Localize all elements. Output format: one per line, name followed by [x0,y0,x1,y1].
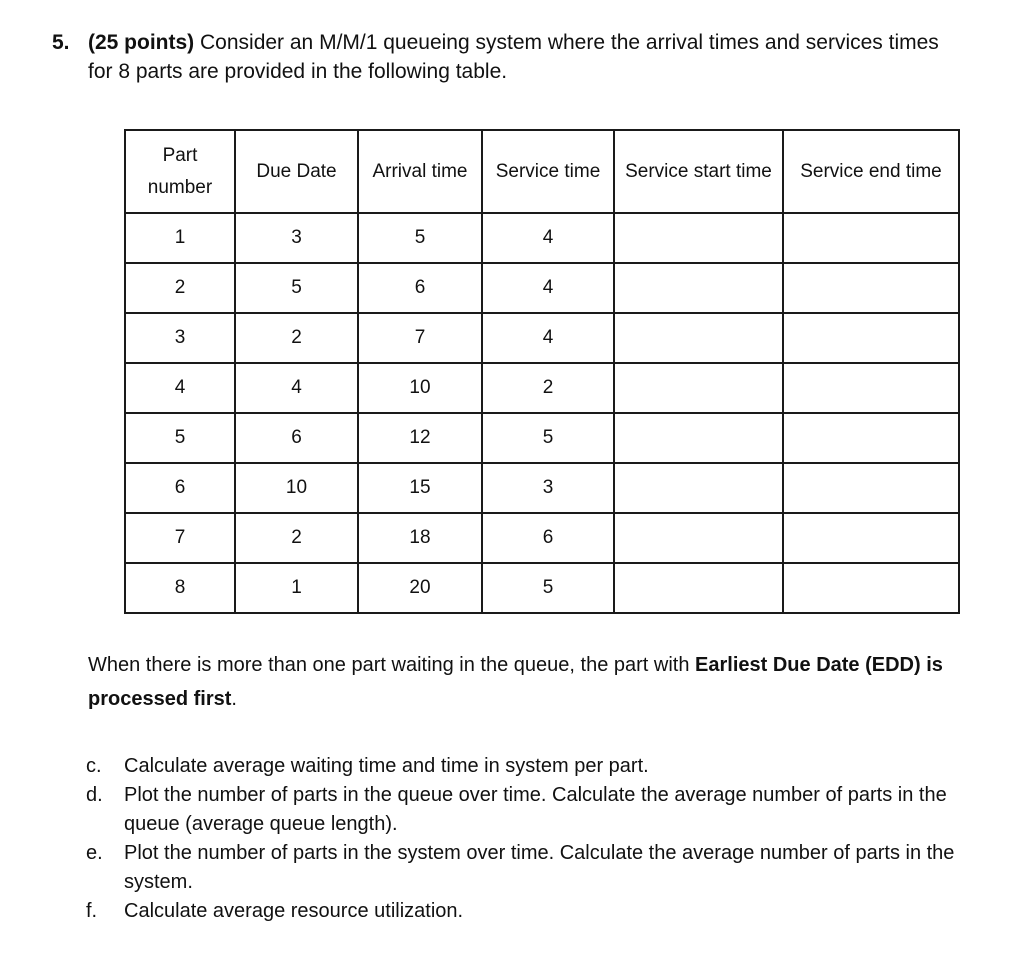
cell-service-end [783,563,959,613]
subpart-letter: c. [86,755,102,777]
edd-rule-note [88,648,1003,716]
table-row [125,313,959,363]
cell-arrival-time: 15 [358,463,482,513]
cell-service-start [614,213,783,263]
cell-service-time: 3 [482,463,614,513]
cell-service-end [783,513,959,563]
subpart-f [86,897,1001,926]
cell-arrival-time: 7 [358,313,482,363]
cell-service-start [614,363,783,413]
cell-due-date: 1 [235,563,358,613]
cell-part: 7 [125,513,235,563]
arrival-service-table [124,129,960,614]
cell-due-date: 2 [235,313,358,363]
subpart-text: Calculate average waiting time and time in system per part. [124,755,649,777]
question-line-2: for 8 parts are provided in the following table. [88,60,508,83]
table-row [125,363,959,413]
cell-due-date: 10 [235,463,358,513]
cell-part: 8 [125,563,235,613]
header-service-time: Service time [482,130,614,213]
cell-arrival-time: 5 [358,213,482,263]
cell-part: 2 [125,263,235,313]
question-points: (25 points) [88,31,195,54]
cell-service-end [783,363,959,413]
header-arrival-time: Arrival time [358,130,482,213]
cell-service-end [783,463,959,513]
subpart-c [86,752,1001,781]
cell-service-start [614,463,783,513]
table-row [125,463,959,513]
header-part-number: Part number [125,130,235,213]
cell-service-time: 5 [482,563,614,613]
subpart-letter: e. [86,842,103,864]
question-header [52,28,1002,86]
cell-service-time: 4 [482,263,614,313]
table-row [125,213,959,263]
table-header-row [125,130,959,213]
cell-part: 5 [125,413,235,463]
subpart-text: Plot the number of parts in the queue over time. Calculate the average number of parts in the queue (average queue length). [124,784,947,835]
edd-note-suffix: . [231,688,237,710]
cell-service-end [783,313,959,363]
header-service-start-time: Service start time [614,130,783,213]
subpart-e [86,839,1001,897]
cell-arrival-time: 18 [358,513,482,563]
subpart-text: Plot the number of parts in the system over time. Calculate the average number of parts in the system. [124,842,955,893]
cell-due-date: 4 [235,363,358,413]
cell-service-time: 5 [482,413,614,463]
cell-part: 3 [125,313,235,363]
edd-note-prefix: When there is more than one part waiting in the queue, the part with [88,654,696,676]
subpart-d [86,781,1001,839]
question-number: 5. [52,31,70,54]
table-row [125,413,959,463]
cell-due-date: 2 [235,513,358,563]
question-text-1: Consider an M/M/1 queueing system where the arrival times and services times [194,31,939,54]
cell-service-time: 4 [482,313,614,363]
cell-due-date: 6 [235,413,358,463]
cell-service-start [614,563,783,613]
table-row [125,263,959,313]
cell-service-start [614,513,783,563]
cell-due-date: 3 [235,213,358,263]
table-row [125,513,959,563]
cell-service-start [614,413,783,463]
subpart-letter: d. [86,784,103,806]
subpart-letter: f. [86,900,98,922]
cell-service-end [783,263,959,313]
cell-part: 6 [125,463,235,513]
subpart-list [86,752,1001,926]
cell-arrival-time: 6 [358,263,482,313]
header-service-end-time: Service end time [783,130,959,213]
question-line-1 [52,28,1002,57]
cell-service-end [783,213,959,263]
cell-service-time: 2 [482,363,614,413]
cell-service-start [614,313,783,363]
cell-service-time: 6 [482,513,614,563]
cell-part: 4 [125,363,235,413]
edd-note-bold: Earliest Due Date (EDD) is processed first [88,654,943,710]
cell-arrival-time: 10 [358,363,482,413]
cell-service-time: 4 [482,213,614,263]
cell-part: 1 [125,213,235,263]
cell-service-end [783,413,959,463]
subpart-text: Calculate average resource utilization. [124,900,464,922]
table-row [125,563,959,613]
header-due-date: Due Date [235,130,358,213]
cell-due-date: 5 [235,263,358,313]
cell-arrival-time: 20 [358,563,482,613]
cell-arrival-time: 12 [358,413,482,463]
cell-service-start [614,263,783,313]
